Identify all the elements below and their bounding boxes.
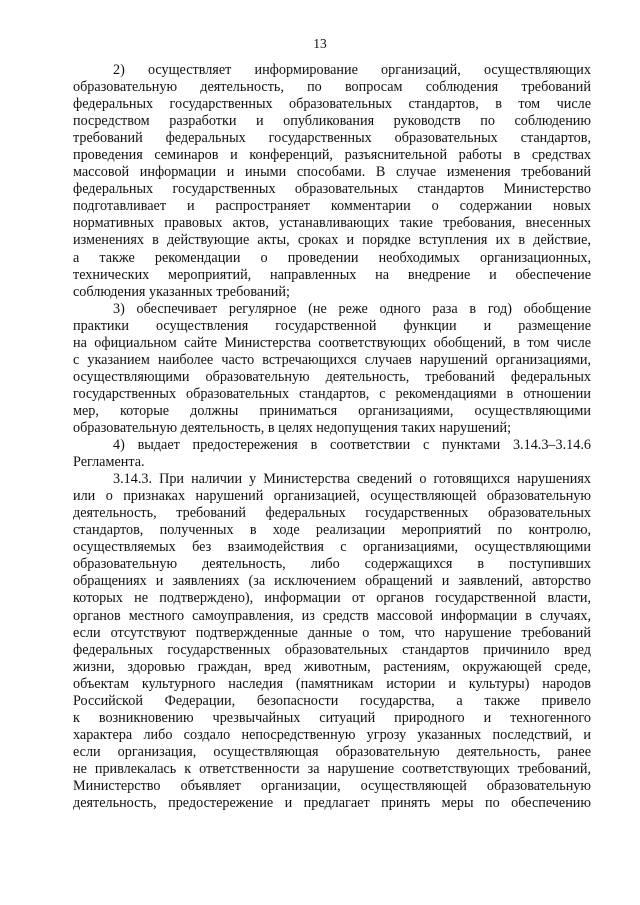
text-line: деятельность, требований федеральных государственных образовательных (73, 505, 591, 522)
text-line: осуществляющими образовательную деятельность, требований федеральных (73, 368, 591, 385)
text-line: федеральных государственных образовательных стандартов, в том числе (73, 96, 591, 113)
text-line: на официальном сайте Министерства соответствующих обобщений, в том числе (73, 334, 591, 351)
text-line: жизни, здоровью граждан, вред животным, растениям, окружающей среде, (73, 658, 591, 675)
text-line: проведения семинаров и конференций, разъяснительной работы в средствах (73, 147, 591, 164)
text-line: органов местного самоуправления, из средств массовой информации в случаях, (73, 607, 591, 624)
text-line: образовательную деятельность, в целях недопущения таких нарушений; (73, 419, 512, 436)
text-line: осуществляемых без взаимодействия с организациями, осуществляющими (73, 539, 591, 556)
text-line: с указанием наиболее часто встречающихся случаев нарушений организациями, (73, 351, 591, 368)
text-line: если организация, осуществляющая образовательную деятельность, ранее (73, 743, 591, 760)
paragraph-item-2 (73, 62, 591, 301)
text-line: федеральных государственных образовательных стандартов Министерство (73, 181, 591, 198)
text-line: практики осуществления государственной функции и размещение (73, 317, 591, 334)
text-line: 3) обеспечивает регулярное (не реже одного раза в год) обобщение (113, 300, 591, 317)
text-line: государственных образовательных стандартов, с рекомендациями в отношении (73, 385, 591, 402)
text-line: если отсутствуют подтвержденные данные о том, что нарушение требований (73, 624, 591, 641)
paragraph-item-3 (73, 301, 591, 437)
page-number: 13 (313, 36, 327, 51)
document-body (73, 62, 591, 812)
text-line: образовательную деятельность, по вопросам соблюдения требований (73, 79, 591, 96)
text-line: посредством разработки и опубликования руководств по соблюдению (73, 113, 591, 130)
text-line: обращениях и заявлениях (за исключением обращений и заявлений, авторство (73, 573, 591, 590)
text-line: соблюдения указанных требований; (73, 283, 290, 300)
text-line: Министерство объявляет организации, осуществляющей образовательную (73, 777, 591, 794)
text-line: не привлекалась к ответственности за нарушение соответствующих требований, (73, 760, 591, 777)
text-line: мер, которые должны приниматься организациями, осуществляющими (73, 402, 591, 419)
text-line: объектам культурного наследия (памятникам истории и культуры) народов (73, 675, 591, 692)
text-line: технических мероприятий, направленных на внедрение и обеспечение (73, 266, 591, 283)
text-line: характера либо создало непосредственную угрозу указанных последствий, и (73, 726, 591, 743)
text-line: Российской Федерации, безопасности государства, а также привело (73, 692, 591, 709)
text-line: Регламента. (73, 454, 145, 471)
paragraph-clause-3-14-3 (73, 471, 591, 812)
text-line: 2) осуществляет информирование организаций, осуществляющих (113, 62, 591, 78)
text-line: а также рекомендации о проведении необходимых организационных, (73, 249, 591, 266)
text-line: образовательную деятельность, либо содержащихся в поступивших (73, 556, 591, 573)
text-line: деятельность, предостережение и предлагает принять меры по обеспечению (73, 795, 591, 812)
text-line: 4) выдает предостережения в соответствии с пунктами 3.14.3–3.14.6 (113, 437, 591, 454)
text-line: требований федеральных государственных образовательных стандартов, (73, 130, 591, 147)
text-line: к возникновению чрезвычайных ситуаций природного и техногенного (73, 709, 591, 726)
text-line: массовой информации и иными способами. В случае изменения требований (73, 164, 591, 181)
text-line: которых не подтверждено), информации от органов государственной власти, (73, 590, 591, 607)
text-line: изменениях в действующие акты, сроках и порядке вступления их в действие, (73, 232, 591, 249)
text-line: нормативных правовых актов, устанавливающих такие требования, внесенных (73, 215, 591, 232)
text-line: стандартов, полученных в ходе реализации мероприятий по контролю, (73, 522, 591, 539)
text-line: федеральных государственных образовательных стандартов причинило вред (73, 641, 591, 658)
text-line: подготавливает и распространяет комментарии о содержании новых (73, 198, 591, 215)
text-line: или о признаках нарушений организацией, осуществляющей образовательную (73, 488, 591, 505)
text-line: 3.14.3. При наличии у Министерства сведений о готовящихся нарушениях (113, 471, 591, 488)
paragraph-item-4 (73, 437, 591, 471)
